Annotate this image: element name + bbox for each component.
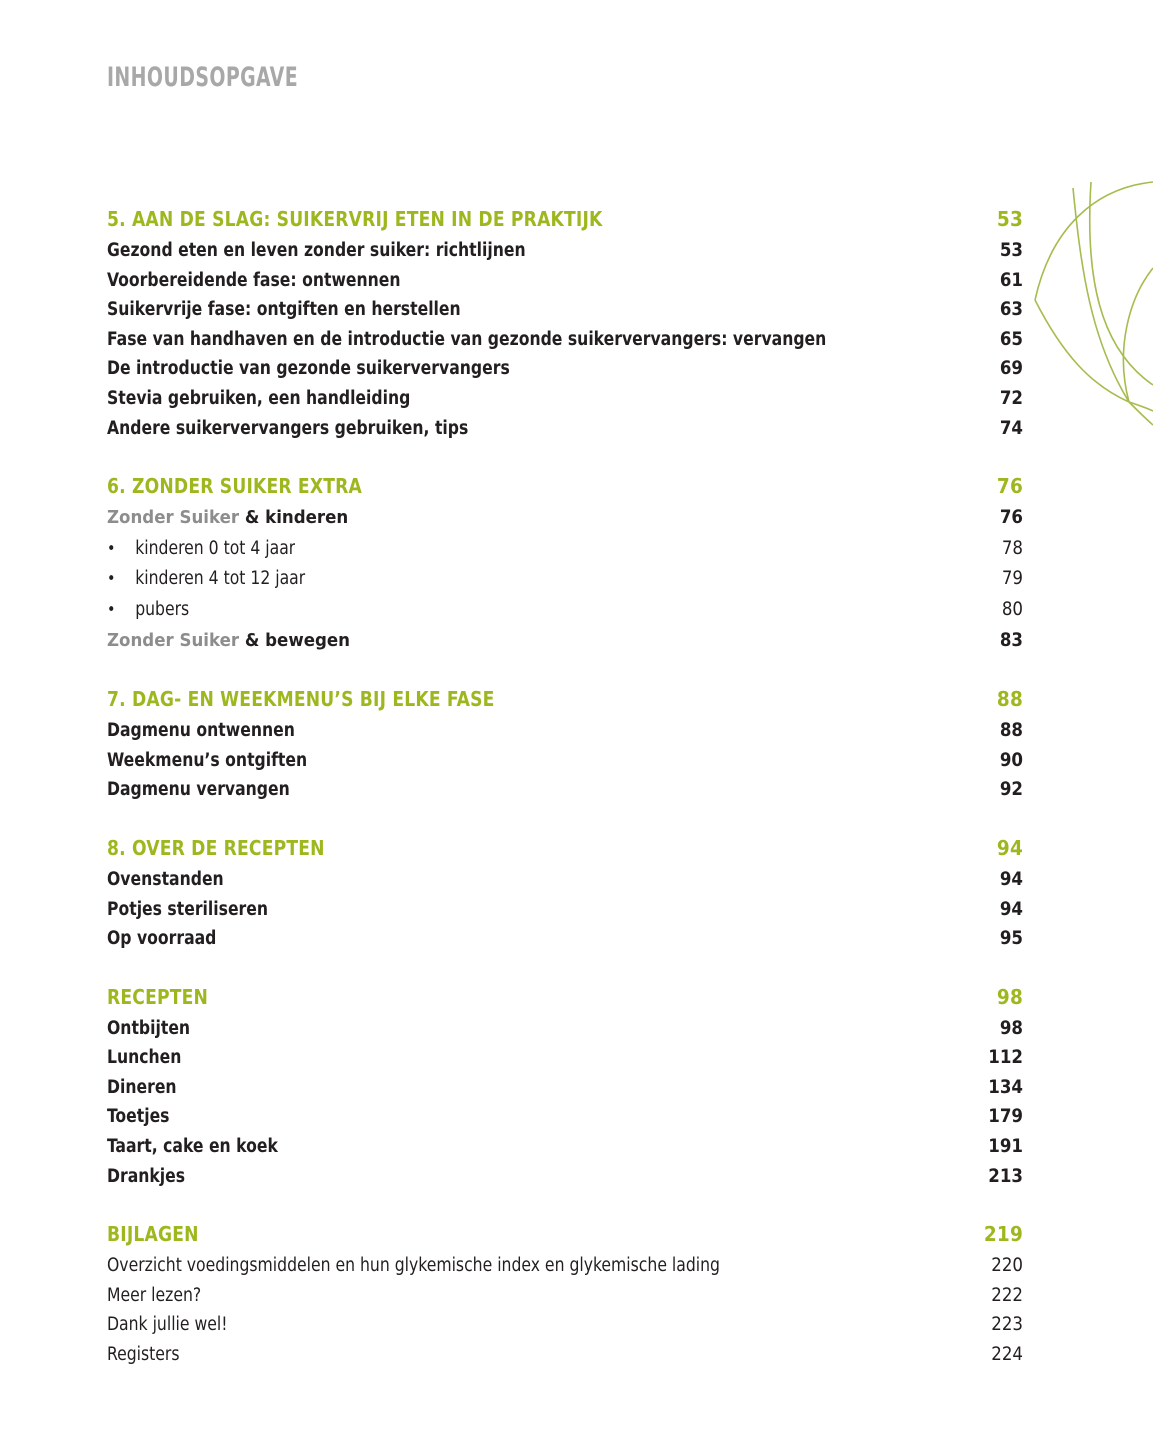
brand-suffix: & bewegen [239, 630, 350, 651]
toc-entry-page: 69 [999, 358, 1023, 380]
brand-suffix: & kinderen [239, 508, 349, 529]
brand-name: Zonder Suiker [107, 508, 240, 529]
toc-entry[interactable] [107, 775, 1023, 805]
page-title: INHOUDSOPGAVE [107, 62, 299, 93]
toc-entry-page: 65 [999, 328, 1023, 350]
toc-entry[interactable] [107, 1102, 1023, 1132]
toc-entry[interactable] [107, 865, 1023, 895]
toc-entry[interactable] [107, 1073, 1023, 1103]
toc-entry-page: 213 [988, 1165, 1023, 1187]
toc-entry-label [107, 627, 350, 657]
toc-entry-label: Registers [107, 1344, 180, 1366]
toc-entry-page: 179 [988, 1106, 1023, 1128]
toc-entry-label: Stevia gebruiken, een handleiding [107, 387, 411, 409]
toc-section-title: 6. ZONDER SUIKER EXTRA [107, 474, 363, 499]
toc-entry-label: Potjes steriliseren [107, 898, 269, 920]
toc-entry[interactable] [107, 295, 1023, 325]
toc-entry-page: 53 [999, 240, 1023, 261]
toc-entry-page: 74 [999, 417, 1023, 439]
toc-entry-page: 95 [999, 928, 1023, 950]
toc-section-title: RECEPTEN [107, 984, 209, 1009]
toc-section-page: 219 [983, 1222, 1023, 1247]
toc-section-header[interactable] [107, 981, 1023, 1014]
toc-entry-label-wrap [107, 534, 295, 565]
toc-entry[interactable] [107, 924, 1023, 954]
toc-entry-label: De introductie van gezonde suikervervangers [107, 358, 510, 380]
toc-entry[interactable] [107, 1251, 1023, 1281]
toc-section-page: 94 [996, 835, 1023, 860]
toc-entry[interactable] [107, 1162, 1023, 1192]
toc-entry-page: 61 [999, 269, 1023, 291]
toc-entry-bullet[interactable] [107, 534, 1023, 565]
table-of-contents [107, 203, 1023, 1370]
toc-entry-label: pubers [135, 598, 190, 620]
toc-entry-page: 76 [999, 507, 1023, 529]
toc-entry-label: Lunchen [107, 1047, 182, 1069]
toc-entry[interactable] [107, 325, 1023, 355]
toc-entry-bullet[interactable] [107, 595, 1023, 626]
toc-entry-page: 78 [1001, 537, 1023, 559]
toc-entry-page: 92 [999, 779, 1023, 801]
toc-entry-label: Andere suikervervangers gebruiken, tips [107, 417, 469, 439]
toc-entry-page: 220 [991, 1255, 1023, 1277]
toc-entry-label: Toetjes [107, 1106, 170, 1128]
toc-entry-page: 112 [988, 1047, 1023, 1069]
toc-entry-label: Ovenstanden [107, 868, 224, 890]
toc-entry-label: Dagmenu vervangen [107, 779, 290, 801]
toc-entry-label: Weekmenu’s ontgiften [107, 749, 308, 771]
toc-entry-brand[interactable] [107, 626, 1023, 657]
toc-entry-label [107, 504, 348, 534]
toc-entry-bullet[interactable] [107, 564, 1023, 595]
toc-section-title: BIJLAGEN [107, 1222, 199, 1247]
toc-entry-page: 83 [999, 629, 1023, 651]
toc-entry-page: 222 [991, 1284, 1023, 1306]
toc-entry[interactable] [107, 414, 1023, 444]
toc-entry[interactable] [107, 746, 1023, 776]
toc-entry-page: 79 [1001, 568, 1023, 590]
toc-section-header[interactable] [107, 1218, 1023, 1251]
toc-section [107, 832, 1023, 954]
toc-entry-page: 90 [999, 749, 1023, 771]
toc-entry[interactable] [107, 266, 1023, 296]
bullet-icon: • [107, 538, 116, 559]
toc-entry-label: Gezond eten en leven zonder suiker: richtlijnen [107, 240, 526, 261]
toc-entry[interactable] [107, 716, 1023, 746]
bullet-icon: • [107, 599, 116, 620]
brand-name: Zonder Suiker [107, 630, 240, 651]
toc-section-page: 53 [996, 207, 1023, 231]
toc-entry[interactable] [107, 1340, 1023, 1370]
toc-entry[interactable] [107, 1043, 1023, 1073]
toc-entry-label: kinderen 4 tot 12 jaar [135, 568, 306, 590]
toc-entry[interactable] [107, 895, 1023, 925]
toc-entry-label: Suikervrije fase: ontgiften en herstellen [107, 299, 461, 321]
toc-entry-label: Fase van handhaven en de introductie van gezonde suikervervangers: vervangen [107, 328, 827, 350]
toc-entry-label: Meer lezen? [107, 1284, 202, 1306]
toc-entry-page: 94 [999, 898, 1023, 920]
toc-entry-label: Dagmenu ontwennen [107, 720, 295, 742]
toc-entry[interactable] [107, 1132, 1023, 1162]
toc-entry-page: 88 [999, 720, 1023, 742]
toc-section-header[interactable] [107, 832, 1023, 865]
toc-entry-label-wrap [107, 595, 189, 626]
toc-entry[interactable] [107, 1014, 1023, 1044]
toc-entry-page: 98 [999, 1017, 1023, 1039]
toc-entry[interactable] [107, 354, 1023, 384]
toc-section-page: 76 [996, 474, 1023, 499]
toc-entry[interactable] [107, 1281, 1023, 1311]
toc-entry-label: Dineren [107, 1076, 177, 1098]
toc-entry-label: Op voorraad [107, 928, 217, 950]
toc-section [107, 981, 1023, 1192]
toc-entry[interactable] [107, 1310, 1023, 1340]
toc-section [107, 1218, 1023, 1369]
toc-section-header[interactable] [107, 470, 1023, 503]
toc-section-header[interactable] [107, 683, 1023, 716]
toc-section [107, 203, 1023, 443]
toc-section-title: 7. DAG- EN WEEKMENU’S BIJ ELKE FASE [107, 687, 495, 712]
toc-entry-label: Taart, cake en koek [107, 1136, 278, 1158]
toc-entry-page: 191 [988, 1136, 1023, 1158]
toc-entry[interactable] [107, 236, 1023, 266]
toc-entry-page: 80 [1001, 598, 1023, 620]
toc-entry-label-wrap [107, 564, 305, 595]
toc-entry-label: Ontbijten [107, 1017, 191, 1039]
toc-entry-label: Drankjes [107, 1165, 186, 1187]
toc-section-title: 5. AAN DE SLAG: SUIKERVRIJ ETEN IN DE PRAKTIJK [107, 207, 603, 231]
toc-entry-page: 72 [999, 387, 1023, 409]
toc-section-page: 88 [996, 687, 1023, 712]
toc-entry-label: Voorbereidende fase: ontwennen [107, 269, 401, 291]
toc-section-page: 98 [996, 984, 1023, 1009]
toc-entry-page: 224 [991, 1344, 1023, 1366]
toc-section [107, 470, 1023, 656]
toc-entry[interactable] [107, 384, 1023, 414]
toc-entry-page: 94 [999, 868, 1023, 890]
toc-section-header[interactable] [107, 203, 1023, 236]
toc-entry-label: Overzicht voedingsmiddelen en hun glykemische index en glykemische lading [107, 1255, 720, 1277]
toc-entry-page: 134 [988, 1076, 1023, 1098]
bullet-icon: • [107, 569, 116, 590]
toc-entry-label: kinderen 0 tot 4 jaar [135, 537, 296, 559]
toc-section-title: 8. OVER DE RECEPTEN [107, 835, 325, 860]
decorative-curves [1033, 180, 1153, 450]
toc-entry-label: Dank jullie wel! [107, 1314, 228, 1336]
toc-entry-brand[interactable] [107, 503, 1023, 534]
toc-entry-page: 223 [991, 1314, 1023, 1336]
toc-entry-page: 63 [999, 299, 1023, 321]
toc-section [107, 683, 1023, 805]
